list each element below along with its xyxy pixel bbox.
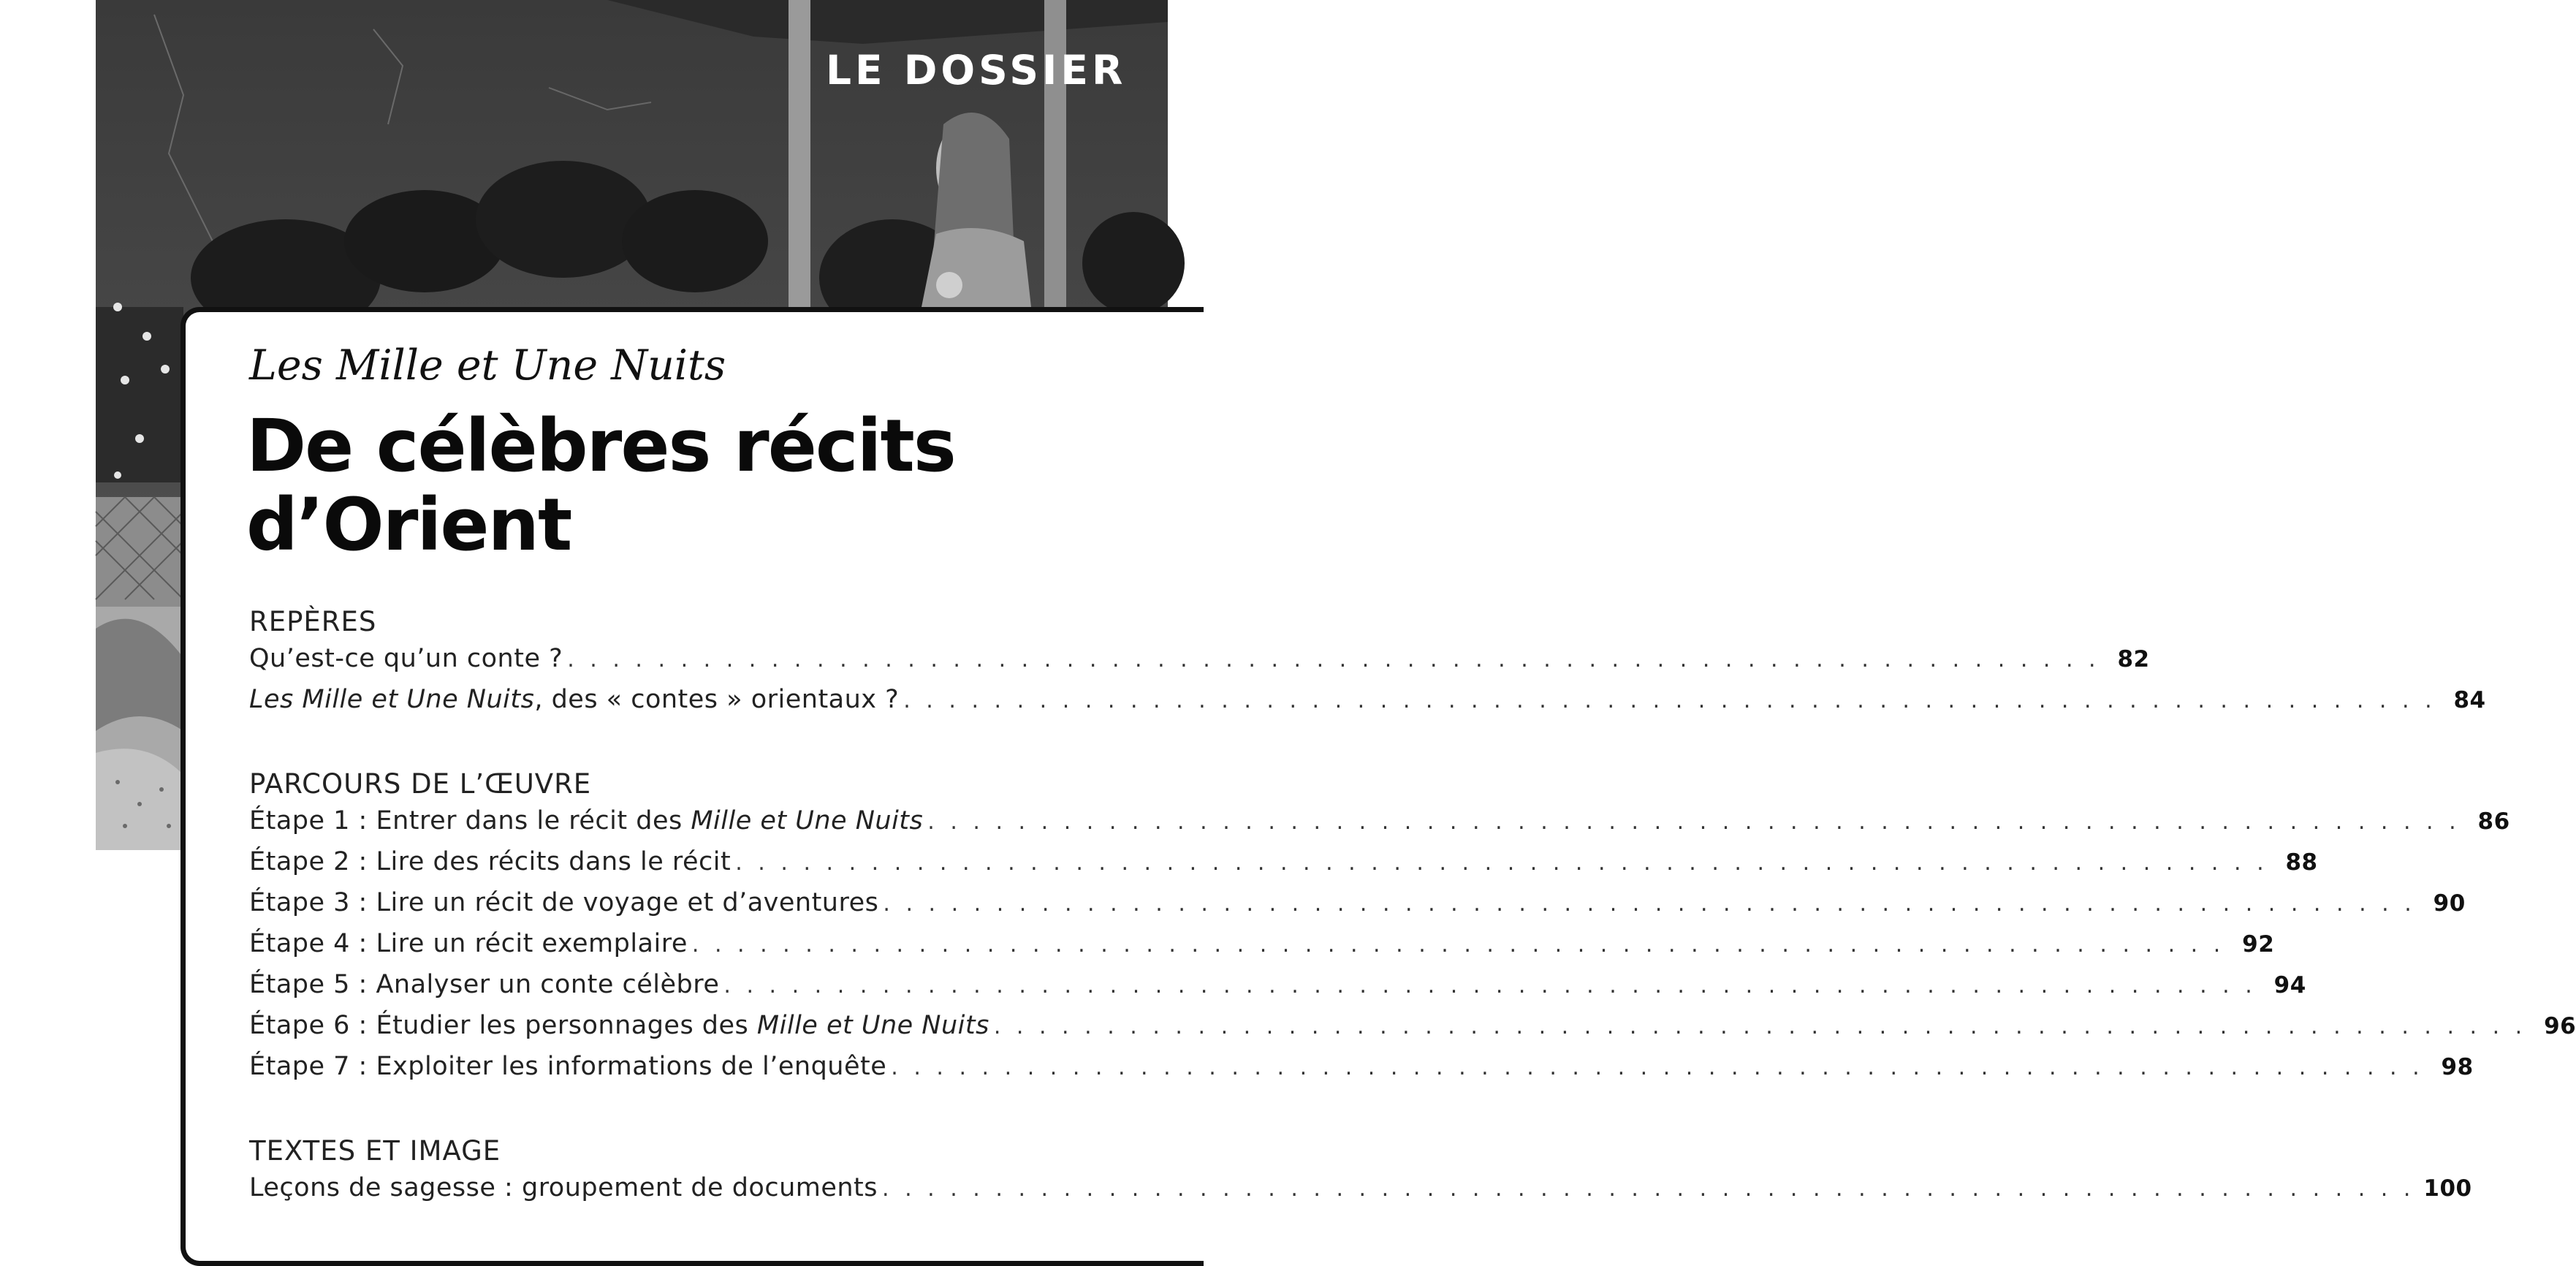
toc-entry[interactable] [249,806,2510,840]
section-heading-reperes: REPÈRES [249,606,377,637]
dossier-title [246,404,955,567]
toc-entry-text: Étape 1 : Entrer dans le récit des Mille et Une Nuits [249,806,924,835]
toc-leader-dots: . . . . . . . . . . . . . . . . . . . . . . . . . . . . . . . . . . . . . . . . . . . . . . . . . . . . . . . . . . . . . . . . . . . . [903,688,2436,713]
toc-entry[interactable] [249,888,2466,922]
tree [476,161,651,278]
toc-page-number: 82 [2117,646,2150,672]
toc-entry[interactable] [249,929,2275,963]
toc-entry[interactable] [249,685,2486,719]
contents-panel [181,307,2576,1266]
section-heading-parcours: PARCOURS DE L’ŒUVRE [249,768,592,800]
toc-page-number: 88 [2285,849,2318,876]
toc-entry-text: Étape 7 : Exploiter les informations de l’enquête [249,1052,887,1081]
toc-entry[interactable] [249,1052,2474,1085]
toc-entry[interactable] [249,1173,2472,1207]
toc-entry-text: Étape 2 : Lire des récits dans le récit [249,847,732,876]
toc-entry-text: Étape 6 : Étudier les personnages des Mille et Une Nuits [249,1011,989,1040]
toc-leader-dots: . . . . . . . . . . . . . . . . . . . . . . . . . . . . . . . . . . . . . . . . . . . . . . . . . . . . . . . . . . . . . . . . . . . . [882,1176,2415,1202]
toc-entry-text: Étape 3 : Lire un récit de voyage et d’aventures [249,888,879,917]
dossier-label: LE DOSSIER [826,47,1127,94]
toc-page-number: 92 [2242,931,2275,958]
toc-leader-dots: . . . . . . . . . . . . . . . . . . . . . . . . . . . . . . . . . . . . . . . . . . . . . . . . . . . . . . . . . . . . . . . . . . . . [723,973,2257,998]
toc-entry-text: Étape 4 : Lire un récit exemplaire [249,929,688,958]
toc-entry-text: Leçons de sagesse : groupement de documents [249,1173,878,1202]
toc-leader-dots: . . . . . . . . . . . . . . . . . . . . . . . . . . . . . . . . . . . . . . . . . . . . . . . . . . . . . . . . . . . . . . . . . . . . [891,1055,2424,1080]
toc-leader-dots: . . . . . . . . . . . . . . . . . . . . . . . . . . . . . . . . . . . . . . . . . . . . . . . . . . . . . . . . . . . . . . . . . . . . [883,891,2416,917]
toc-page-number: 96 [2544,1013,2576,1039]
toc-page-number: 94 [2273,972,2306,998]
title-line-2: d’Orient [246,483,571,567]
tree [1082,212,1185,314]
toc-leader-dots: . . . . . . . . . . . . . . . . . . . . . . . . . . . . . . . . . . . . . . . . . . . . . . . . . . . . . . . . . . . . . . . . . . . . [927,809,2461,835]
pillar-right [1044,0,1066,307]
toc-page-number: 98 [2441,1054,2474,1080]
toc-leader-dots: . . . . . . . . . . . . . . . . . . . . . . . . . . . . . . . . . . . . . . . . . . . . . . . . . . . . . . . . . . . . . . . . . . . . [735,850,2268,876]
toc-entry[interactable] [249,644,2150,678]
toc-leader-dots: . . . . . . . . . . . . . . . . . . . . . . . . . . . . . . . . . . . . . . . . . . . . . . . . . . . . . . . . . . . . . . . . . . . . [567,647,2100,672]
toc-page-number: 84 [2453,687,2486,713]
toc-entry[interactable] [249,970,2306,1004]
toc-page-number: 90 [2433,890,2466,917]
section-heading-textes-et-image: TEXTES ET IMAGE [249,1135,501,1167]
toc-entry[interactable] [249,847,2318,881]
toc-entry-text: Les Mille et Une Nuits, des « contes » orientaux ? [249,685,900,714]
pillar-left [789,0,810,307]
toc-page-number: 86 [2477,808,2510,835]
toc-page-number: 100 [2423,1175,2472,1202]
toc-entry-text: Étape 5 : Analyser un conte célèbre [249,970,720,999]
toc-entry[interactable] [249,1011,2576,1045]
book-subtitle: Les Mille et Une Nuits [249,341,726,390]
toc-leader-dots: . . . . . . . . . . . . . . . . . . . . . . . . . . . . . . . . . . . . . . . . . . . . . . . . . . . . . . . . . . . . . . . . . . . . [993,1014,2527,1039]
toc-entry-text: Qu’est-ce qu’un conte ? [249,644,563,673]
tree [622,190,768,292]
toc-leader-dots: . . . . . . . . . . . . . . . . . . . . . . . . . . . . . . . . . . . . . . . . . . . . . . . . . . . . . . . . . . . . . . . . . . . . [691,932,2225,958]
title-line-1: De célèbres récits [246,404,955,488]
